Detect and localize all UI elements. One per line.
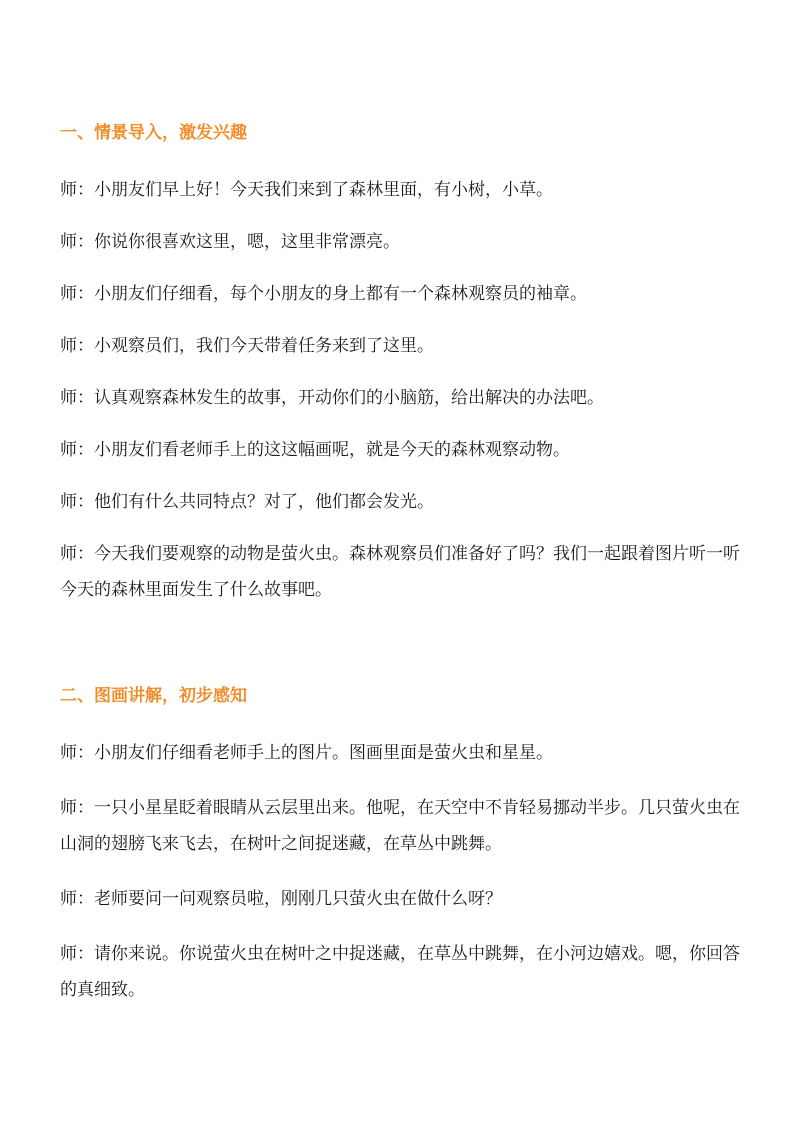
- paragraph: 师：认真观察森林发生的故事，开动你们的小脑筋，给出解决的办法吧。: [60, 388, 604, 408]
- paragraph: 师：小朋友们仔细看，每个小朋友的身上都有一个森林观察员的袖章。: [60, 284, 587, 304]
- paragraph: 师：小观察员们，我们今天带着任务来到了这里。: [60, 336, 434, 356]
- paragraph: 师：你说你很喜欢这里，嗯，这里非常漂亮。: [60, 232, 400, 252]
- paragraph: 师：小朋友们看老师手上的这这幅画呢，就是今天的森林观察动物。: [60, 440, 570, 460]
- section-heading: 二、图画讲解，初步感知: [60, 686, 247, 706]
- section-picture-explanation: [60, 681, 750, 1027]
- paragraph: 师：小朋友们仔细看老师手上的图片。图画里面是萤火虫和星星。: [60, 743, 553, 763]
- paragraph: 师：老师要问一问观察员啦，刚刚几只萤火虫在做什么呀？: [60, 889, 502, 909]
- section-heading: 一、情景导入，激发兴趣: [60, 123, 247, 143]
- paragraph: 师：请你来说。你说萤火虫在树叶之中捉迷藏，在草丛中跳舞，在小河边嬉戏。嗯，你回答的真细致。: [60, 944, 740, 1000]
- paragraph: 师：一只小星星眨着眼睛从云层里出来。他呢，在天空中不肯轻易挪动半步。几只萤火虫在山洞的翅膀飞来飞去，在树叶之间捉迷藏，在草丛中跳舞。: [60, 798, 740, 854]
- paragraph: 师：今天我们要观察的动物是萤火虫。森林观察员们准备好了吗？我们一起跟着图片听一听今天的森林里面发生了什么故事吧。: [60, 544, 740, 600]
- paragraph: 师：他们有什么共同特点？对了，他们都会发光。: [60, 492, 434, 512]
- paragraph: 师：小朋友们早上好！今天我们来到了森林里面，有小树，小草。: [60, 180, 553, 200]
- section-intro: [60, 118, 750, 624]
